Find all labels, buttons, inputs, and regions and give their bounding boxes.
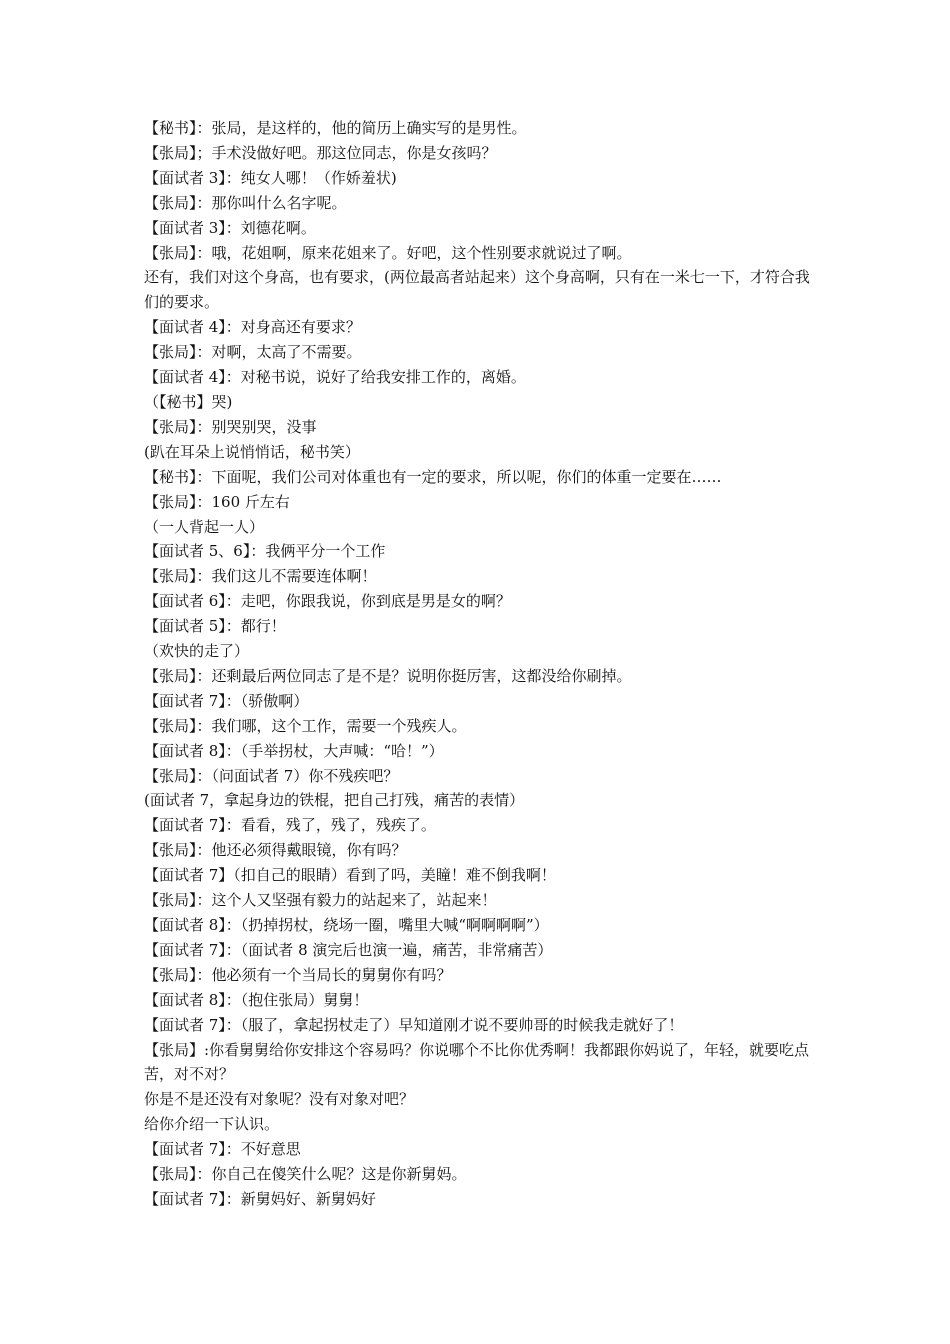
text-line: 给你介绍一下认识。 — [144, 1115, 280, 1134]
text-line: 【张局】：还剩最后两位同志了是不是？说明你挺厉害，这都没给你刷掉。 — [144, 666, 632, 685]
text-line: 【张局】：160 斤左右 — [144, 492, 290, 511]
text-line: 【面试者 8】：（抱住张局）舅舅！ — [144, 990, 369, 1009]
text-line: 【面试者 8】：（手举拐杖，大声喊：“哈！”） — [144, 741, 444, 760]
text-line: 【张局】：你自己在傻笑什么呢？这是你新舅妈。 — [144, 1165, 467, 1184]
text-line: 【面试者 5、6】：我俩平分一个工作 — [144, 542, 386, 561]
text-line: 【张局】：对啊，太高了不需要。 — [144, 343, 362, 362]
text-line: 【张局】：他还必须得戴眼镜，你有吗？ — [144, 841, 407, 860]
text-line: 【面试者 3】：刘德花啊。 — [144, 218, 316, 237]
text-line: 【面试者 7】（扣自己的眼睛）看到了吗，美瞳！难不倒我啊！ — [144, 866, 556, 885]
text-line: 【面试者 5】：都行！ — [144, 617, 286, 636]
text-line: 【面试者 4】：对身高还有要求？ — [144, 318, 361, 337]
text-line: 【秘书】：下面呢，我们公司对体重也有一定的要求，所以呢，你们的体重一定要在…… — [144, 467, 722, 486]
text-line: （欢快的走了） — [144, 642, 250, 661]
text-line: 【面试者 7】：（骄傲啊） — [144, 691, 309, 710]
text-paragraph: 【张局】:你看舅舅给你安排这个容易吗？你说哪个不比你优秀啊！我都跟你妈说了，年轻，就要吃点苦，对不对？ — [144, 1040, 810, 1084]
text-line: 【张局】：哦，花姐啊，原来花姐来了。好吧，这个性别要求就说过了啊。 — [144, 243, 632, 262]
text-line: （一人背起一人） — [144, 517, 265, 536]
text-line: (趴在耳朵上说悄悄话，秘书笑） — [144, 442, 360, 461]
text-line: 【面试者 8】：（扔掉拐杖，绕场一圈，嘴里大喊“啊啊啊啊”） — [144, 916, 549, 934]
text-line: 【张局】：我们哪，这个工作，需要一个残疾人。 — [144, 716, 467, 735]
text-line: 【张局】：我们这儿不需要连体啊！ — [144, 567, 377, 586]
text-line: 【张局】：（问面试者 7）你不残疾吧？ — [144, 766, 399, 785]
text-line: 【张局】：那你叫什么名字呢。 — [144, 193, 347, 212]
text-line: 【面试者 3】：纯女人哪！（作娇羞状) — [144, 168, 397, 187]
text-line: (面试者 7，拿起身边的铁棍，把自己打残，痛苦的表情） — [144, 791, 525, 810]
text-line: 【张局】：别哭别哭，没事 — [144, 417, 317, 436]
text-line: 【面试者 7】：新舅妈好、新舅妈好 — [144, 1189, 376, 1208]
text-line: 【面试者 6】：走吧，你跟我说，你到底是男是女的啊？ — [144, 592, 511, 611]
text-paragraph: 还有，我们对这个身高，也有要求，(两位最高者站起来）这个身高啊，只有在一米七一下，才符合我们的要求。 — [144, 268, 810, 312]
text-line: 【张局】；手术没做好吧。那这位同志，你是女孩吗？ — [144, 143, 497, 162]
text-line: 【秘书】：张局，是这样的，他的简历上确实写的是男性。 — [144, 119, 527, 137]
text-line: 【面试者 7】：（服了，拿起拐杖走了）早知道刚才说不要帅哥的时候我走就好了！ — [144, 1015, 684, 1034]
text-line: 【张局】：他必须有一个当局长的舅舅你有吗？ — [144, 965, 452, 984]
text-line: 【张局】：这个人又坚强有毅力的站起来了，站起来！ — [144, 891, 497, 910]
text-line: 【面试者 7】：（面试者 8 演完后也演一遍，痛苦，非常痛苦） — [144, 940, 553, 959]
text-line: 【面试者 7】：不好意思 — [144, 1140, 301, 1159]
text-line: 【面试者 7】：看看，残了，残了，残疾了。 — [144, 816, 436, 835]
text-line: 【面试者 4】：对秘书说，说好了给我安排工作的，离婚。 — [144, 368, 526, 387]
text-line: 你是不是还没有对象呢？没有对象对吧？ — [144, 1090, 415, 1109]
script-text-body — [144, 116, 810, 1212]
text-line: （【秘书】哭) — [144, 392, 233, 411]
